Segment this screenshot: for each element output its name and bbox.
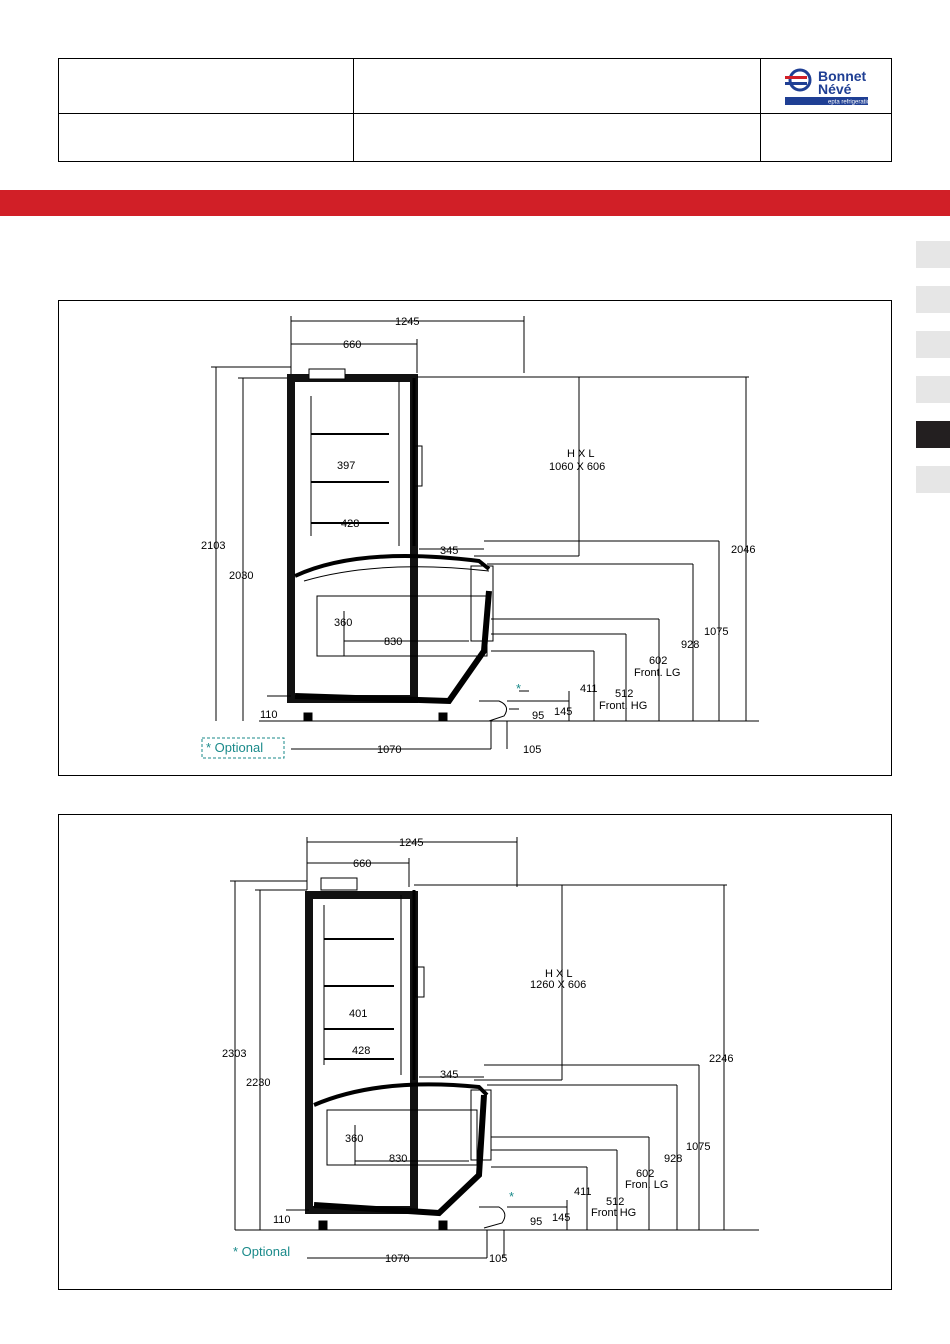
label-front-lg: Front. LG xyxy=(634,667,681,679)
dim-95: 95 xyxy=(532,710,545,722)
brand-tagline: epta refrigeration xyxy=(828,99,874,106)
side-tab-2[interactable] xyxy=(916,286,950,313)
dim-well-height: 360 xyxy=(345,1133,364,1145)
dim-top-depth: 660 xyxy=(353,858,372,870)
dim-512: 512 xyxy=(606,1196,625,1208)
dim-110: 110 xyxy=(260,709,278,721)
brand-logo xyxy=(785,65,885,111)
hxl-value: 1260 X 606 xyxy=(530,979,587,991)
dim-total-height: 2303 xyxy=(222,1048,247,1060)
cabinet-diagram-1 xyxy=(59,301,893,777)
dim-shelf-upper: 401 xyxy=(349,1008,368,1020)
dim-145: 145 xyxy=(554,706,573,718)
header-table xyxy=(58,58,892,162)
optional-asterisk: * xyxy=(516,681,522,696)
dim-base-depth: 1070 xyxy=(377,744,402,756)
optional-label: * Optional xyxy=(206,740,264,755)
dim-602: 602 xyxy=(649,655,668,667)
logo-icon xyxy=(785,65,885,111)
dim-step-depth: 345 xyxy=(440,1069,459,1081)
dim-512: 512 xyxy=(615,688,634,700)
header-row-divider xyxy=(59,113,891,114)
side-tab-5-active[interactable] xyxy=(916,421,950,448)
side-tab-3[interactable] xyxy=(916,331,950,358)
label-front-hg: Front HG xyxy=(591,1207,637,1219)
dim-110: 110 xyxy=(273,1214,291,1226)
dim-well-depth: 830 xyxy=(389,1153,408,1165)
optional-label: * Optional xyxy=(233,1244,291,1259)
brand-name-line2: Névé xyxy=(818,81,852,97)
dim-95: 95 xyxy=(530,1216,543,1228)
label-front-lg: Fron. LG xyxy=(625,1179,669,1191)
dim-928: 928 xyxy=(681,639,700,651)
dim-928: 928 xyxy=(664,1153,683,1165)
dim-base-depth: 1070 xyxy=(385,1253,410,1265)
dim-well-height: 360 xyxy=(334,617,353,629)
header-divider xyxy=(760,59,761,161)
dim-bumper: 105 xyxy=(489,1253,508,1265)
cross-section-drawing-1 xyxy=(58,300,892,776)
side-tab-4[interactable] xyxy=(916,376,950,403)
header-divider xyxy=(353,59,354,161)
dim-shelf-lower: 428 xyxy=(341,518,360,530)
cabinet-diagram-2 xyxy=(59,815,893,1291)
brand-name-line1: Bonnet xyxy=(818,68,867,84)
hxl-value: 1060 X 606 xyxy=(549,461,606,473)
dim-1075: 1075 xyxy=(686,1141,711,1153)
dim-well-depth: 830 xyxy=(384,636,403,648)
dim-step-depth: 345 xyxy=(440,545,459,557)
dim-right-height: 2246 xyxy=(709,1053,734,1065)
dim-bumper: 105 xyxy=(523,744,542,756)
section-banner xyxy=(0,190,950,216)
dim-right-height: 2046 xyxy=(731,544,756,556)
dim-overall-width: 1245 xyxy=(399,837,424,849)
dim-top-depth: 660 xyxy=(343,339,362,351)
dim-total-height: 2103 xyxy=(201,540,226,552)
dim-145: 145 xyxy=(552,1212,571,1224)
optional-asterisk: * xyxy=(509,1189,515,1204)
hxl-label: H X L xyxy=(545,968,573,980)
side-tab-6[interactable] xyxy=(916,466,950,493)
cross-section-drawing-2 xyxy=(58,814,892,1290)
label-front-hg: Front. HG xyxy=(599,700,648,712)
dim-411: 411 xyxy=(574,1186,592,1198)
dim-1075: 1075 xyxy=(704,626,729,638)
hxl-label: H X L xyxy=(567,448,595,460)
dim-602: 602 xyxy=(636,1168,655,1180)
dim-overall-width: 1245 xyxy=(395,316,420,328)
dim-411: 411 xyxy=(580,683,598,695)
dim-shelf-lower: 428 xyxy=(352,1045,371,1057)
dim-body-height: 2030 xyxy=(229,570,254,582)
dim-shelf-upper: 397 xyxy=(337,460,356,472)
dim-body-height: 2230 xyxy=(246,1077,271,1089)
side-tab-1[interactable] xyxy=(916,241,950,268)
